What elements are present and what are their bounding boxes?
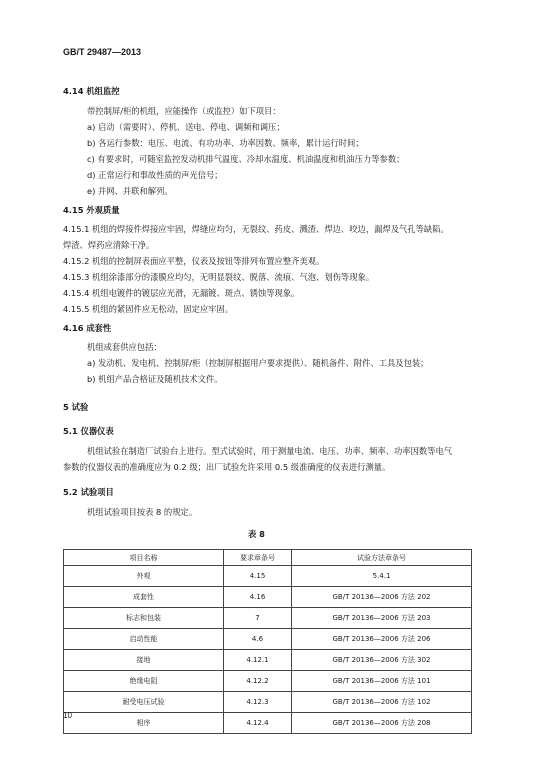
section-heading-4-16: 4.16 成套性 [63, 323, 112, 333]
table-header-row [64, 550, 472, 566]
table-caption: 表 8 [248, 529, 265, 539]
table-row [64, 629, 472, 650]
section-heading-5-1: 5.1 仪器仪表 [63, 426, 114, 436]
standard-number: GB/T 29487—2013 [63, 47, 142, 57]
table-cell: 4.12.3 [224, 692, 292, 713]
paragraph-line: 参数的仪器仪表的准确度应为 0.2 级；出厂试验允许采用 0.5 级准确度的仪表进行测量。 [63, 462, 391, 472]
list-item: a) 发动机、发电机、控制屏/柜（控制屏根据用户要求提供）、随机备件、附件、工具及包装； [87, 358, 429, 368]
table-cell: GB/T 20136—2006 方法 302 [292, 650, 472, 671]
list-item: a) 启动（需要时）、停机、送电、停电、调频和调压； [87, 122, 285, 132]
column-header: 试验方法章条号 [292, 550, 472, 566]
table-cell: 5.4.1 [292, 566, 472, 587]
table-cell: 4.12.4 [224, 713, 292, 734]
table-cell: 绝缘电阻 [64, 671, 224, 692]
table-cell: GB/T 20136—2006 方法 203 [292, 608, 472, 629]
table-cell: 4.16 [224, 587, 292, 608]
table-cell: 启动性能 [64, 629, 224, 650]
section-heading-4-15: 4.15 外观质量 [63, 205, 120, 215]
table-cell: 耐受电压试验 [64, 692, 224, 713]
table-cell: GB/T 20136—2006 方法 208 [292, 713, 472, 734]
section-intro: 带控制屏/柜的机组，应能操作（或监控）如下项目： [87, 106, 281, 116]
column-header: 要求章条号 [224, 550, 292, 566]
table-row [64, 608, 472, 629]
clause-item: 4.15.1 机组的焊接件焊接应牢固，焊缝应均匀，无裂纹、药皮、溅渣、焊边、咬边，漏焊及气孔等缺陷。 [63, 224, 449, 234]
table-cell: GB/T 20136—2006 方法 202 [292, 587, 472, 608]
section-intro: 机组成套供应包括： [87, 342, 162, 352]
table-cell: 4.12.2 [224, 671, 292, 692]
table-cell: 4.15 [224, 566, 292, 587]
list-item: b) 各运行参数：电压、电流、有功功率、功率因数、频率，累计运行时间； [87, 138, 364, 148]
paragraph-line: 机组试验在制造厂试验台上进行。型式试验时，用于测量电流、电压、功率、频率、功率因数等电气 [87, 446, 453, 456]
table-row [64, 713, 472, 734]
list-item: d) 正常运行和事故性质的声光信号； [87, 170, 223, 180]
list-item: c) 有要求时，可随室监控发动机排气温度、冷却水温度、机油温度和机油压力等参数； [87, 154, 405, 164]
table-cell: GB/T 20136—2006 方法 102 [292, 692, 472, 713]
table-row [64, 692, 472, 713]
table-cell: 接地 [64, 650, 224, 671]
table-row [64, 566, 472, 587]
test-items-table [63, 549, 472, 734]
column-header: 项目名称 [64, 550, 224, 566]
table-row [64, 671, 472, 692]
table-cell: GB/T 20136—2006 方法 101 [292, 671, 472, 692]
table-cell: 外观 [64, 566, 224, 587]
paragraph: 机组试验项目按表 8 的规定。 [87, 507, 198, 517]
clause-item: 4.15.2 机组的控制屏表面应平整，仪表及按钮等排列布置应整齐美观。 [63, 256, 325, 266]
table-cell: 7 [224, 608, 292, 629]
table-cell: 成套性 [64, 587, 224, 608]
list-item: e) 并网、并联和解列。 [87, 186, 173, 196]
table-row [64, 650, 472, 671]
page-number: 10 [63, 711, 72, 720]
table-cell: GB/T 20136—2006 方法 206 [292, 629, 472, 650]
clause-item: 4.15.4 机组电镀件的镀层应光滑，无漏镀、斑点、锈蚀等现象。 [63, 288, 300, 298]
table-row [64, 587, 472, 608]
clause-item: 焊渣、焊药应清除干净。 [63, 240, 155, 250]
table-cell: 标志和包装 [64, 608, 224, 629]
table-cell: 相序 [64, 713, 224, 734]
clause-item: 4.15.5 机组的紧固件应无松动，固定应牢固。 [63, 304, 234, 314]
section-heading-5-2: 5.2 试验项目 [63, 487, 114, 497]
list-item: b) 机组产品合格证及随机技术文件。 [87, 374, 223, 384]
section-heading-4-14: 4.14 机组监控 [63, 86, 120, 96]
table-cell: 4.6 [224, 629, 292, 650]
clause-item: 4.15.3 机组涂漆部分的漆膜应均匀，无明显裂纹、脱落、流痕、气泡、划伤等现象。 [63, 272, 375, 282]
table-cell: 4.12.1 [224, 650, 292, 671]
section-heading-5: 5 试验 [63, 402, 89, 412]
